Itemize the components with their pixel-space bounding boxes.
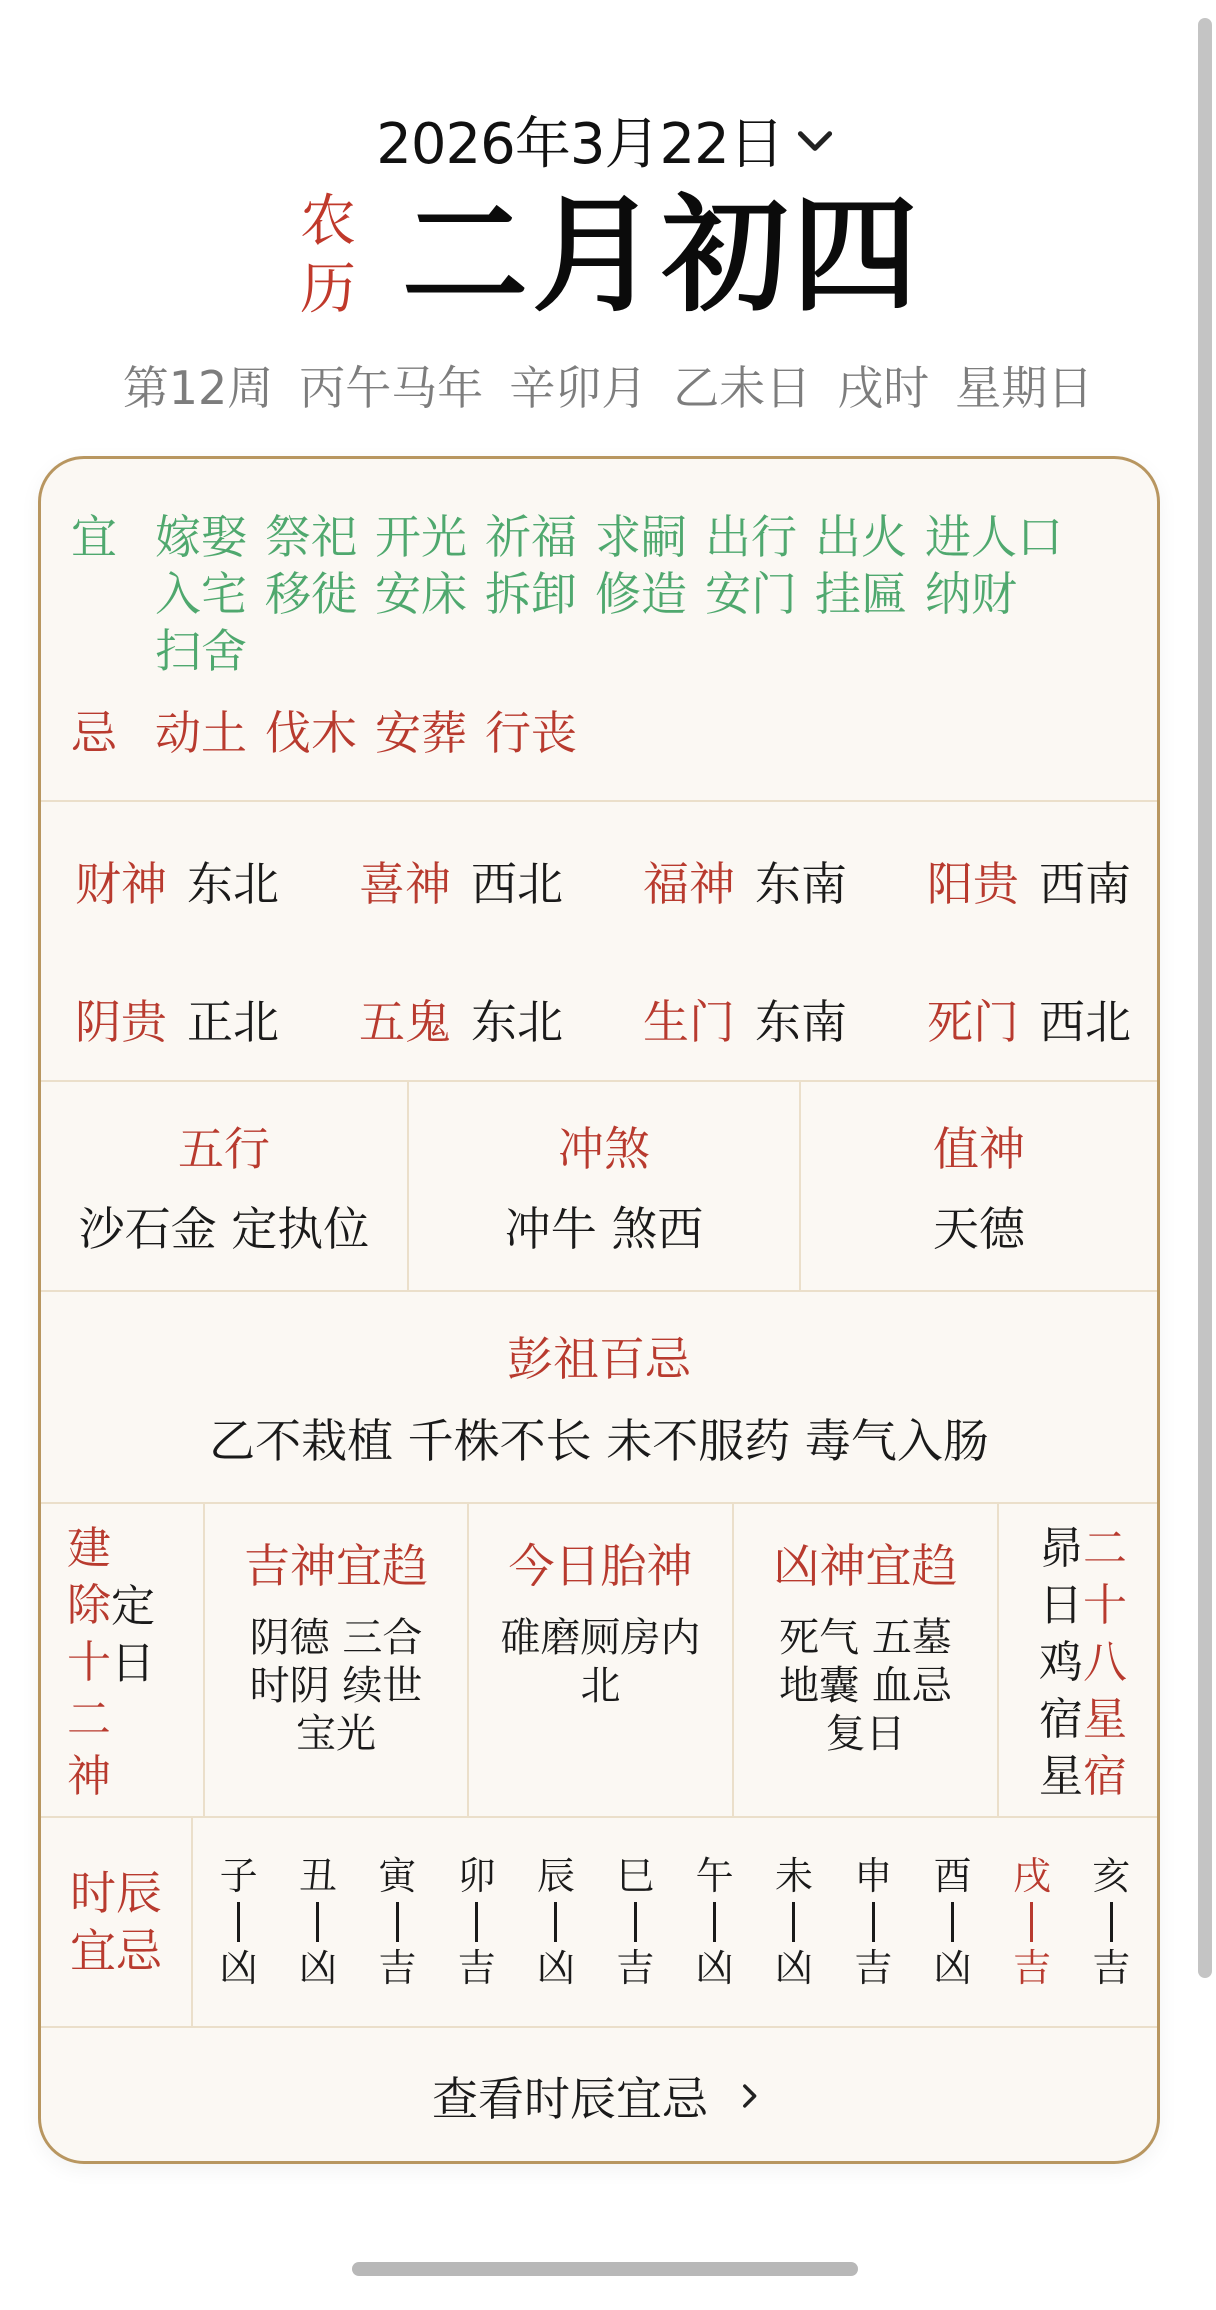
zhishen-value: 天德 — [933, 1202, 1025, 1256]
jianchu-value: 定 日 — [111, 1581, 155, 1689]
hours-label: 时辰 宜忌 — [41, 1818, 193, 2026]
god-shengmen: 生门 东南 — [643, 995, 847, 1049]
ji-item: 动土 — [155, 706, 247, 760]
yi-item: 安门 — [705, 567, 797, 621]
yi-item: 移徙 — [265, 567, 357, 621]
yi-item: 出行 — [705, 510, 797, 564]
chongsha-value: 冲牛 煞西 — [504, 1202, 704, 1256]
yi-items — [155, 509, 1127, 680]
yi-item: 入宅 — [155, 567, 247, 621]
solar-date[interactable]: 2026年3月22日 — [376, 112, 784, 177]
hour-item[interactable]: 子 凶 — [219, 1854, 258, 1990]
hour-item[interactable]: 申 吉 — [854, 1854, 893, 1990]
god-xishen: 喜神 西北 — [359, 857, 563, 911]
hour-item[interactable]: 巳 吉 — [616, 1854, 655, 1990]
hour-item[interactable]: 卯 吉 — [457, 1854, 496, 1990]
home-indicator[interactable] — [352, 2262, 858, 2276]
yi-row — [71, 509, 1127, 680]
god-caishen: 财神 东北 — [75, 857, 279, 911]
yi-item: 开光 — [375, 510, 467, 564]
hour-item[interactable]: 丑 凶 — [298, 1854, 337, 1990]
xiongshen-cell: 凶神宜趋 死气 五墓 地囊 血忌 复日 — [734, 1504, 999, 1816]
xiu-value: 昴 日 鸡 宿 星 — [1039, 1523, 1083, 1802]
jishen-cell: 吉神宜趋 阴德 三合 时阴 续世 宝光 — [205, 1504, 469, 1816]
god-simen: 死门 西北 — [927, 995, 1131, 1049]
almanac-card — [38, 456, 1160, 2164]
chongsha-cell — [409, 1082, 801, 1290]
wuxing-chongsha-zhishen — [41, 1082, 1157, 1292]
hour-ganzhi: 戌时 — [837, 361, 930, 415]
god-fushen: 福神 东南 — [643, 857, 847, 911]
god-yingui: 阴贵 正北 — [75, 995, 279, 1049]
year-ganzhi: 丙午马年 — [299, 361, 484, 415]
week-number: 第12周 — [122, 361, 274, 415]
wuxing-value: 沙石金 定执位 — [78, 1202, 370, 1256]
yi-item: 修造 — [595, 567, 687, 621]
taishen-title: 今日胎神 — [508, 1539, 693, 1593]
jishen-title: 吉神宜趋 — [244, 1539, 428, 1593]
pengzu-value: 乙不栽植 千株不长 未不服药 毒气入肠 — [209, 1414, 989, 1468]
lunar-tag: 农 历 — [300, 189, 356, 322]
date-selector[interactable] — [0, 100, 1216, 180]
yi-item: 进人口 — [925, 510, 1063, 564]
pengzu-title: 彭祖百忌 — [507, 1332, 691, 1386]
yi-item: 挂匾 — [815, 567, 907, 621]
chevron-down-icon[interactable] — [790, 115, 840, 165]
zhishen-cell — [801, 1082, 1157, 1290]
yi-item: 出火 — [815, 510, 907, 564]
yi-item: 扫舍 — [155, 624, 247, 678]
gods-directions — [41, 802, 1157, 1082]
yi-item: 嫁娶 — [155, 510, 247, 564]
god-yanggui: 阳贵 西南 — [927, 857, 1131, 911]
hours-section — [41, 1818, 1157, 2028]
hour-item-current[interactable]: 戌 吉 — [1012, 1854, 1051, 1990]
pengzu-section — [41, 1292, 1157, 1504]
hour-item[interactable]: 辰 凶 — [536, 1854, 575, 1990]
jianchu-label: 建 除 十 二 神 — [67, 1523, 111, 1802]
zhishen-title: 值神 — [933, 1122, 1025, 1176]
wuxing-cell — [41, 1082, 409, 1290]
lunar-date: 二月初四 — [402, 182, 922, 329]
month-ganzhi: 辛卯月 — [509, 361, 648, 415]
hour-list — [193, 1818, 1157, 2026]
view-hours-label[interactable]: 查看时辰宜忌 — [432, 2072, 708, 2126]
yi-item: 拆卸 — [485, 567, 577, 621]
hour-item[interactable]: 未 凶 — [774, 1854, 813, 1990]
hour-item[interactable]: 酉 凶 — [933, 1854, 972, 1990]
yiji-section — [41, 459, 1157, 802]
hour-item[interactable]: 寅 吉 — [378, 1854, 417, 1990]
yi-label: 宜 — [71, 510, 117, 564]
ji-items — [155, 705, 1127, 762]
hour-item[interactable]: 午 凶 — [695, 1854, 734, 1990]
god-wugui: 五鬼 东北 — [359, 995, 563, 1049]
chevron-right-icon — [732, 2079, 766, 2113]
xiongshen-title: 凶神宜趋 — [773, 1539, 958, 1593]
yi-item: 纳财 — [925, 567, 1017, 621]
xiu-cell — [999, 1504, 1157, 1816]
taishen-cell: 今日胎神 碓磨厕房内 北 — [469, 1504, 734, 1816]
ganzhi-meta — [0, 352, 1216, 418]
spirits-section — [41, 1504, 1157, 1818]
ji-label: 忌 — [71, 706, 117, 760]
yi-item: 祈福 — [485, 510, 577, 564]
lunar-date-block — [300, 182, 922, 329]
wuxing-title: 五行 — [178, 1122, 270, 1176]
ji-item: 安葬 — [375, 706, 467, 760]
weekday: 星期日 — [955, 361, 1094, 415]
ji-row — [71, 705, 1127, 762]
chongsha-title: 冲煞 — [558, 1122, 650, 1176]
ji-item: 行丧 — [485, 706, 577, 760]
day-ganzhi: 乙未日 — [673, 361, 812, 415]
view-hours-button[interactable] — [41, 2028, 1157, 2164]
xiu-label: 二 十 八 星 宿 — [1083, 1523, 1127, 1802]
ji-item: 伐木 — [265, 706, 357, 760]
hour-item[interactable]: 亥 吉 — [1092, 1854, 1131, 1990]
scrollbar[interactable] — [1198, 18, 1212, 1978]
yi-item: 安床 — [375, 567, 467, 621]
jianchu-cell — [41, 1504, 205, 1816]
yi-item: 求嗣 — [595, 510, 687, 564]
yi-item: 祭祀 — [265, 510, 357, 564]
